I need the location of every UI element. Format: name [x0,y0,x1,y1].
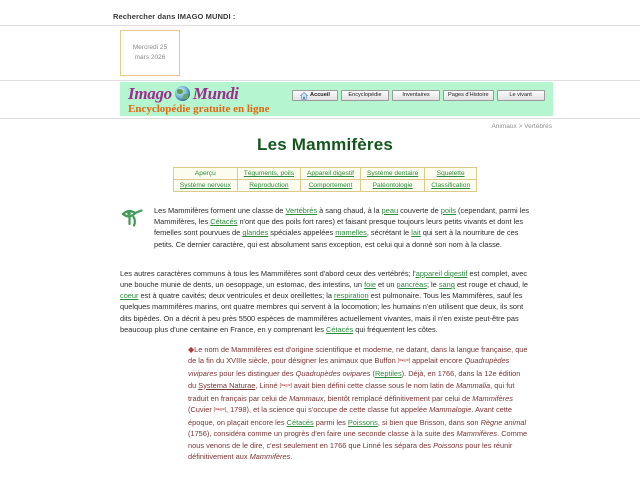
inline-link[interactable]: poils [440,206,456,215]
section-nav-cell[interactable] [237,180,300,192]
globe-icon [175,86,190,101]
italic-term: Mammifères [472,393,513,403]
section-nav-link[interactable]: Paléontologie [372,182,413,189]
section-nav-link[interactable]: Classification [431,182,471,189]
main-content [120,135,530,462]
inline-link[interactable]: sang [438,280,455,290]
section-nav-link[interactable]: Reproduction [249,182,289,189]
inline-link[interactable]: Vertébrés [285,206,318,215]
inline-link[interactable]: mamelles [335,228,367,238]
section-nav-cell[interactable] [173,180,237,192]
italic-term: Règne animal [480,418,527,428]
divider-top [0,25,640,26]
logo-title-row [128,84,288,103]
search-label: Rechercher dans IMAGO MUNDI : [113,12,236,21]
italic-term: Quadrupèdes ovipares [295,369,371,379]
bullet-marker: ◆ [188,345,195,355]
page-title: Les Mammifères [256,135,394,154]
footnote-marker[interactable]: [=•≡=] [397,358,410,365]
logo-tagline: Encyclopédie gratuite en ligne [128,103,270,115]
home-icon [300,92,308,100]
italic-term: Mammaux [289,393,324,403]
inline-link[interactable]: peau [381,206,399,215]
search-bar [0,0,640,25]
nav-button-encyclopedie-label: Encyclopédie [348,92,382,98]
section-nav-cell[interactable] [360,180,424,192]
inline-link[interactable]: lait [411,228,421,238]
section-nav-row [173,180,476,192]
section-nav-cell[interactable] [301,180,361,192]
inline-link[interactable]: coeur [120,291,139,301]
inline-link[interactable]: Cétacés [286,418,314,428]
breadcrumb[interactable]: Animaux > Vertébrés [491,123,552,130]
inline-link[interactable]: Cétacés [210,217,238,227]
nav-button-pages-histoire-label: Pages d'Histoire [448,92,489,98]
section-nav-cell[interactable] [173,168,237,180]
date-box [120,30,180,76]
paragraph-2-text: Les autres caractères communs à tous les Mammifères sont d'abord ceux des vertébrés; l'appareil digestif est complet, avec une bouche munie de dents, un oesoppage, un estomac, des intestins, un foie et un pancréas; le sang est rouge et chaud, le coeur est à quatre cavités; deux ventricules et deux oreillettes; la respiration est pulmonaire. Tous les Mammifères, sauf les quelques mammifères marins, ont quatre membres qui servent à la locomotion; les humains n'en utilisent que deux, ils sont dits bipèdes. On a décrit à peu près 5500 espèces de mammifères actuellement vivantes, mais il n'en existe peut-être pas beaucoup plus d'une centaine en France, en y comprenant les Cétacés qui fréquentent les côtes. [120,268,529,334]
divider-middle [0,80,640,81]
paragraph-1 [154,205,530,259]
inline-link[interactable]: Reptiles [374,369,402,379]
inline-link[interactable]: pancréas [396,280,427,290]
site-banner [120,82,553,116]
section-nav-link[interactable]: Appareil digestif [307,170,354,177]
italic-term: Quadrupèdes vivipares [188,356,510,379]
section-nav-table [173,167,477,192]
nav-button-accueil-label: Accueil [310,92,330,98]
section-nav-body [173,168,476,192]
section-nav-link[interactable]: Aperçu [194,170,216,177]
date-line-1: Mercredi 25 [132,44,168,51]
article-body [120,205,530,462]
section-nav-cell[interactable] [425,168,477,180]
paragraph-1-row [120,205,530,259]
paragraph-3-body: Le nom de Mammifères est d'origine scientifique et moderne, ne datant, dans la langue française, que de la fin du XVIIIe siècle, pour désigner les animaux que Buffon [=•≡=] appelait encore Quadrupèdes vivipares pour les distinguer des Quadrupèdes ovipares (Reptiles). Déjà, en 1766, dans la 12e édition du Systema Naturae, Linné [=•≡=] avait bien défini cette classe sous le nom latin de Mammalia, qui fut traduit en français par celui de Mammaux, bientôt remplacé définitivement par celui de Mammifères (Cuvier [=•≡=], 1798), et la science qui s'occupe de cette classe fut appelée Mammalogie. Avant cette époque, on plaçait encore les Cétacés parmi les Poissons, si bien que Brisson, dans son Règne animal (1756), considéra comme un progrès d'en faire une seconde classe à la suite des Mammifères. Comme nous venons de le dire, c'est seulement en 1766 que Linné les sépara des Poissons pour les réunir définitivement aux Mammifères. [188,345,528,461]
logo-word-mundi: Mundi [192,84,239,103]
main-navigation [292,90,545,101]
eye-of-horus-icon [120,206,146,228]
logo-word-imago: Imago [128,84,172,103]
inline-link[interactable]: glandes [242,228,269,238]
italic-term: Mammifères [456,429,498,439]
section-nav-link[interactable]: Squelette [436,170,465,177]
nav-button-inventaires[interactable] [392,90,440,101]
section-nav-cell[interactable] [237,168,300,180]
underlined-term: Systema Naturae [198,380,256,390]
section-nav-cell[interactable] [301,168,361,180]
inline-link[interactable]: Poissons [347,418,378,428]
site-logo[interactable] [128,84,288,116]
italic-term: Mammalia [456,380,491,390]
nav-button-le-vivant-label: Le vivant [509,92,532,98]
italic-term: Mammifères [249,451,291,461]
paragraph-3-text [188,344,530,462]
section-nav-link[interactable]: Téguments, poils [243,170,295,177]
inline-link[interactable]: respiration [334,291,369,301]
italic-term: Mammalogie [429,405,472,415]
nav-button-pages-histoire[interactable] [443,90,494,101]
nav-button-encyclopedie[interactable] [341,90,389,101]
section-nav-link[interactable]: Comportement [308,182,353,189]
date-line-2: mars 2026 [134,54,166,61]
paragraph-3-note [188,344,530,462]
divider-bottom [0,118,640,119]
section-nav-row [173,168,476,180]
inline-link[interactable]: foie [364,280,376,290]
section-nav-cell[interactable] [425,180,477,192]
section-nav-link[interactable]: Système dentaire [366,170,419,177]
inline-link[interactable]: Cétacés [326,324,354,334]
nav-button-inventaires-label: Inventaires [402,92,430,98]
nav-button-le-vivant[interactable] [497,90,545,101]
section-nav-link[interactable]: Système nerveux [179,182,231,189]
italic-term: Poissons [433,440,464,450]
paragraph-1-text: Les Mammifères forment une classe de Vertébrés à sang chaud, à la peau couverte de poils (cependant, parmi les Mammifères, les Cétacés n'ont que des poils fort rares) et faisant presque toujours leurs petits vivants et dont les femelles sont pourvues de glandes spéciales appelées mamelles, sécrétant le lait qui sert à la nourriture de ces petits. Ce dernier caractère, qui est absolument sans exception, est celui qui a donné son nom à la classe. [154,206,530,249]
footnote-marker[interactable]: [=•≡=] [279,382,292,389]
section-nav-cell[interactable] [360,168,424,180]
inline-link[interactable]: appareil digestif [415,268,468,278]
footnote-marker[interactable]: [=•≡=] [213,407,226,414]
nav-button-accueil[interactable] [292,90,338,101]
